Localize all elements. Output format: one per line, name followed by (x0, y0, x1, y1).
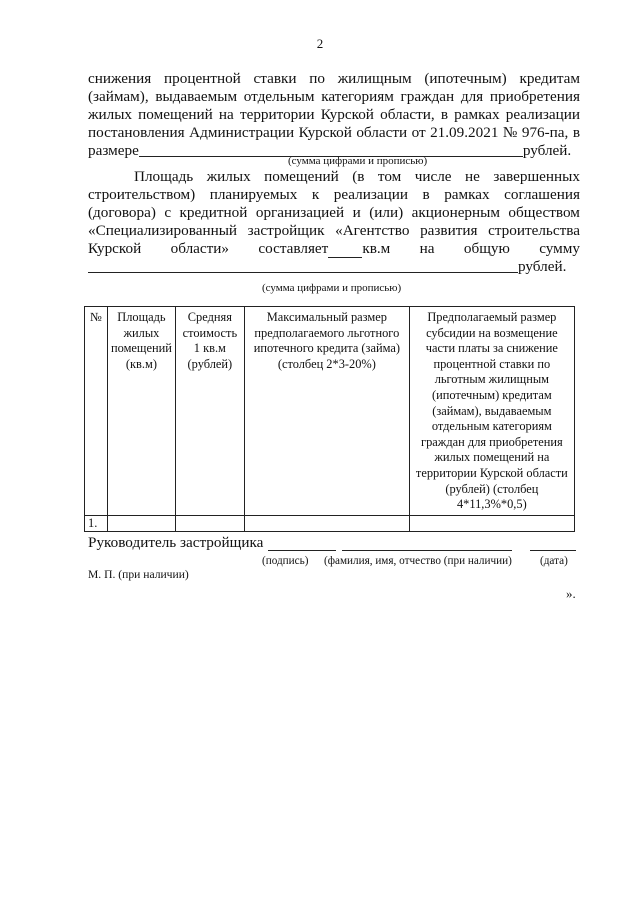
word: кв.м (362, 240, 391, 257)
word: реализации (505, 106, 580, 123)
word: (в (352, 168, 365, 185)
word: на (218, 106, 234, 123)
table-row (85, 515, 575, 532)
header-avg-cost: Средняя стоимость 1 кв.м (рублей) (175, 307, 244, 516)
word: отдельным (243, 88, 315, 105)
signature-title: Руководитель застройщика (88, 534, 264, 551)
word: соглашения (504, 186, 580, 203)
text-line (88, 204, 580, 222)
header-subsidy: Предполагаемый размер субсидии на возмещение части платы за снижение процентной ставки по льготным жилищным (ипотечным) кредитам (займам), выдаваемым отдельным категориям граждан для приобретения жилых помещений на территории Курской области (рублей) (столбец 4*11,3%*0,5) (409, 307, 574, 516)
word: кредитам (519, 70, 580, 87)
stamp-note: М. П. (при наличии) (88, 568, 189, 581)
word: организацией (255, 204, 345, 221)
word: Администрации (189, 124, 295, 141)
word: «Специализированный (88, 222, 238, 239)
word: в (422, 186, 430, 203)
text-line (88, 70, 580, 88)
table-cell[interactable]: 1. (85, 515, 108, 532)
word: области, (380, 106, 435, 123)
word: жилых (88, 106, 132, 123)
word: рамках (454, 106, 500, 123)
word: № (502, 124, 518, 141)
word: завершенных (493, 168, 580, 185)
word: помещений (264, 168, 339, 185)
word: жилых (206, 168, 251, 185)
word: рамках (444, 186, 490, 203)
header-max-credit: Максимальный размер предполагаемого льготного ипотечного кредита (займа) (столбец 2*3-20%) (244, 307, 409, 516)
table-cell[interactable] (244, 515, 409, 532)
word: категориям (321, 88, 394, 105)
text-line (88, 88, 580, 106)
paragraph-living-area (88, 168, 580, 276)
text-line (88, 106, 580, 124)
word: 976-па, (521, 124, 569, 141)
word: 21.09.2021 (430, 124, 499, 141)
word: (или) (369, 204, 404, 221)
word: области (356, 124, 408, 141)
word: рублей. (518, 258, 567, 275)
word: сумму (539, 240, 580, 257)
closing-quote: ». (566, 586, 576, 601)
text-line (88, 240, 580, 258)
text-line (88, 168, 580, 186)
word: «Агентство (335, 222, 410, 239)
text-line (88, 186, 580, 204)
word: выдаваемым (155, 88, 238, 105)
word: постановления (88, 124, 185, 141)
word: строительством) (88, 186, 196, 203)
area-phrase (258, 240, 390, 258)
word: (ипотечным) (424, 70, 507, 87)
caption-signature: (подпись) (262, 555, 309, 567)
word: планируемых (209, 186, 298, 203)
word: не (464, 168, 480, 185)
word: развития (420, 222, 478, 239)
word: кредитной (179, 204, 248, 221)
table-cell[interactable] (409, 515, 574, 532)
word: процентной (164, 70, 241, 87)
word: том (377, 168, 402, 185)
word: области» (170, 240, 229, 257)
word: от (411, 124, 426, 141)
word: общую (463, 240, 510, 257)
word: реализации (333, 186, 408, 203)
text-line (88, 222, 580, 240)
word: (займам), (88, 88, 149, 105)
word: с (164, 204, 172, 221)
word: застройщик (247, 222, 325, 239)
table-cell[interactable] (108, 515, 176, 532)
hint-sum-in-words: (сумма цифрами и прописью) (262, 282, 402, 294)
word: Курской (320, 106, 374, 123)
total-sum-field[interactable] (88, 258, 518, 273)
table-header-row (85, 307, 575, 516)
hint-sum-in-words: (сумма цифрами и прописью) (288, 155, 428, 167)
word: территории (239, 106, 315, 123)
word: для (460, 88, 484, 105)
word: к (311, 186, 320, 203)
table-cell[interactable] (175, 515, 244, 532)
word: и (352, 204, 361, 221)
text-line (88, 124, 580, 142)
word: строительства (488, 222, 580, 239)
word: в (572, 124, 580, 141)
word: рублей. (522, 142, 572, 159)
word: ставки (253, 70, 297, 87)
word: акционерным (411, 204, 500, 221)
word: помещений (138, 106, 213, 123)
word: (договора) (88, 204, 156, 221)
word: на (419, 240, 435, 257)
word: жилищным (337, 70, 412, 87)
header-area: Площадь жилых помещений (кв.м) (108, 307, 176, 516)
area-field[interactable] (328, 243, 362, 258)
word: Курской (88, 240, 142, 257)
word: Площадь (134, 168, 194, 185)
header-number: № (85, 307, 108, 516)
word: в (440, 106, 448, 123)
paragraph-subsidy-amount (88, 70, 580, 160)
word: по (309, 70, 325, 87)
word: Курской (298, 124, 352, 141)
word: размере (88, 142, 139, 159)
name-line[interactable] (342, 550, 512, 551)
text-line (88, 258, 580, 276)
word: составляет (258, 240, 329, 257)
word: числе (414, 168, 452, 185)
date-line[interactable] (530, 550, 576, 551)
caption-date: (дата) (540, 555, 568, 567)
word: приобретения (489, 88, 580, 105)
word: граждан (400, 88, 455, 105)
word: снижения (88, 70, 152, 87)
caption-full-name: (фамилия, имя, отчество (при наличии) (324, 555, 512, 567)
page-number: 2 (316, 36, 324, 51)
signature-line[interactable] (268, 550, 336, 551)
word: обществом (508, 204, 580, 221)
calculation-table (84, 306, 575, 532)
